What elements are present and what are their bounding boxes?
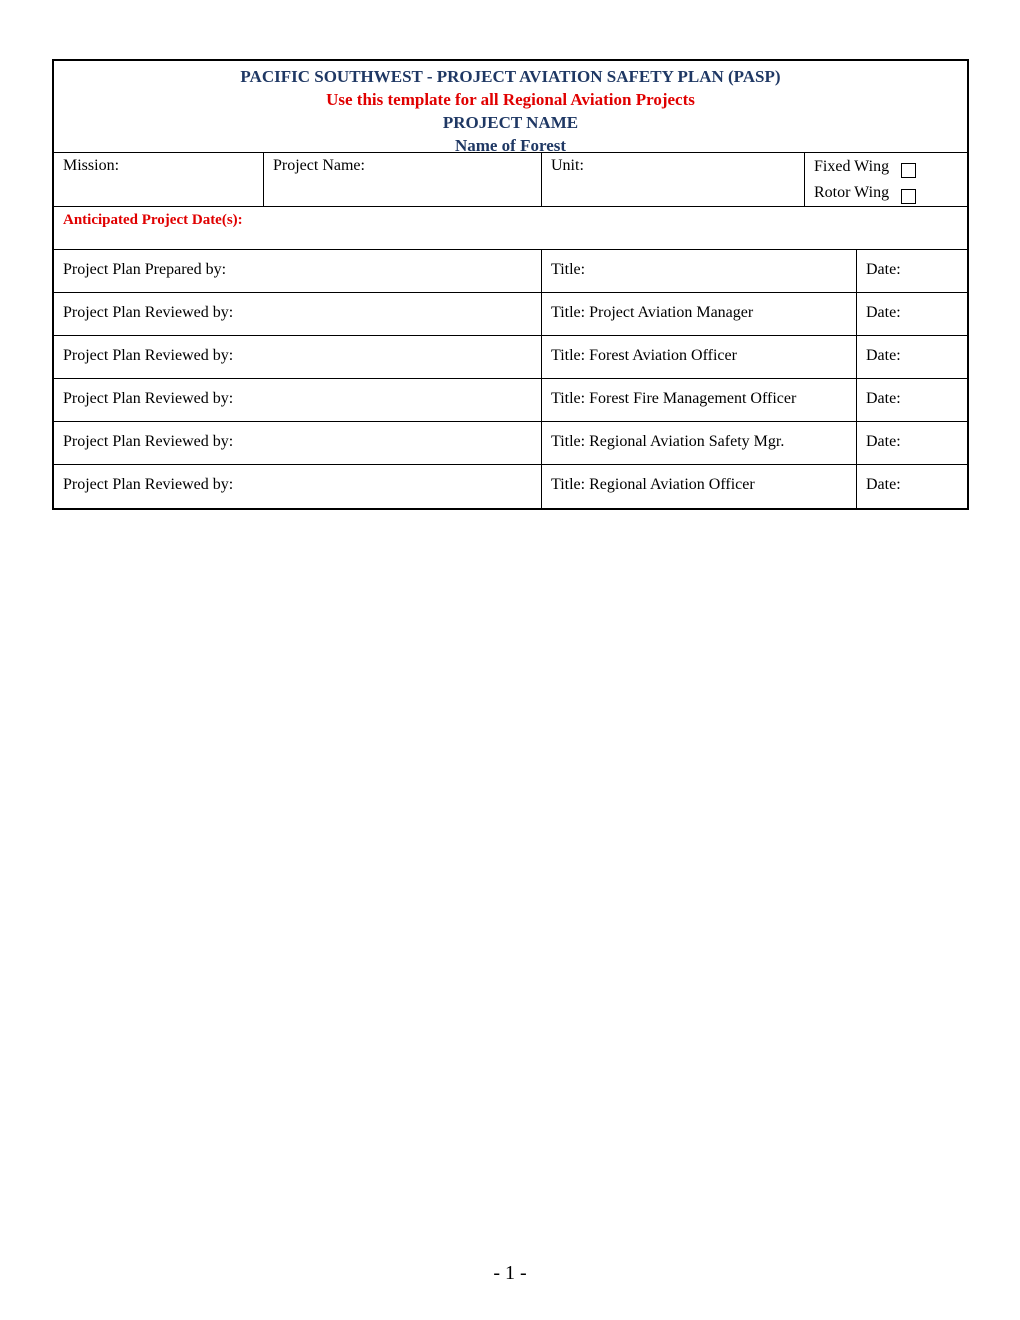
fixed-wing-label: Fixed Wing (814, 158, 890, 175)
signoff-title-field[interactable] (542, 336, 857, 378)
signoff-title-field[interactable] (542, 465, 857, 508)
signoff-title: Title: Regional Aviation Officer (551, 476, 755, 493)
signoff-label: Project Plan Reviewed by: (63, 347, 234, 364)
anticipated-dates-field[interactable] (54, 207, 967, 249)
dates-row (54, 207, 967, 250)
signoff-label: Project Plan Reviewed by: (63, 433, 234, 450)
signoff-title: Title: Regional Aviation Safety Mgr. (551, 433, 785, 450)
signoff-row (54, 465, 967, 508)
signoff-title: Title: Forest Fire Management Officer (551, 390, 797, 407)
signoff-date-field[interactable] (857, 465, 967, 508)
unit-label: Unit: (551, 157, 584, 174)
signoff-row (54, 336, 967, 379)
signoff-name-field[interactable] (54, 293, 542, 335)
signoff-name-field[interactable] (54, 465, 542, 508)
forest-name-heading: Name of Forest (454, 136, 567, 155)
form-header (54, 61, 967, 153)
signoff-row (54, 379, 967, 422)
signoff-date-field[interactable] (857, 293, 967, 335)
signoff-label: Project Plan Prepared by: (63, 261, 227, 278)
signoff-date: Date: (866, 261, 901, 278)
signoff-name-field[interactable] (54, 422, 542, 464)
signoff-name-field[interactable] (54, 379, 542, 421)
template-instruction: Use this template for all Regional Aviation Projects (326, 90, 695, 109)
rotor-wing-label: Rotor Wing (814, 184, 890, 201)
signoff-title-field[interactable] (542, 293, 857, 335)
signoff-title-field[interactable] (542, 379, 857, 421)
fixed-wing-checkbox[interactable] (901, 163, 916, 178)
signoff-name-field[interactable] (54, 336, 542, 378)
rotor-wing-option (814, 180, 958, 206)
mission-label: Mission: (63, 157, 120, 174)
signoff-label: Project Plan Reviewed by: (63, 390, 234, 407)
page-number: - 1 - (493, 1262, 527, 1284)
signoff-row (54, 422, 967, 465)
signoff-date-field[interactable] (857, 250, 967, 292)
project-name-label: Project Name: (273, 157, 365, 174)
project-name-heading: PROJECT NAME (442, 113, 579, 132)
pasp-form (52, 59, 969, 510)
anticipated-dates-label: Anticipated Project Date(s): (63, 212, 243, 228)
signoff-date-field[interactable] (857, 379, 967, 421)
signoff-row (54, 293, 967, 336)
fixed-wing-option (814, 154, 958, 180)
signoff-label: Project Plan Reviewed by: (63, 476, 234, 493)
signoff-title: Title: Project Aviation Manager (551, 304, 754, 321)
info-row (54, 153, 967, 207)
unit-field[interactable] (542, 153, 805, 206)
signoff-date-field[interactable] (857, 336, 967, 378)
signoff-name-field[interactable] (54, 250, 542, 292)
signoff-date: Date: (866, 304, 901, 321)
mission-field[interactable] (54, 153, 264, 206)
form-title: PACIFIC SOUTHWEST - PROJECT AVIATION SAFETY PLAN (PASP) (240, 67, 781, 86)
signoff-date: Date: (866, 476, 901, 493)
signoff-date: Date: (866, 433, 901, 450)
signoff-title-field[interactable] (542, 422, 857, 464)
signoff-date: Date: (866, 390, 901, 407)
signoff-date-field[interactable] (857, 422, 967, 464)
aircraft-type-cell (805, 153, 967, 206)
signoff-row (54, 250, 967, 293)
signoff-label: Project Plan Reviewed by: (63, 304, 234, 321)
signoff-title: Title: (551, 261, 586, 278)
signoff-date: Date: (866, 347, 901, 364)
project-name-field[interactable] (264, 153, 542, 206)
signoff-title: Title: Forest Aviation Officer (551, 347, 737, 364)
rotor-wing-checkbox[interactable] (901, 189, 916, 204)
signoff-title-field[interactable] (542, 250, 857, 292)
